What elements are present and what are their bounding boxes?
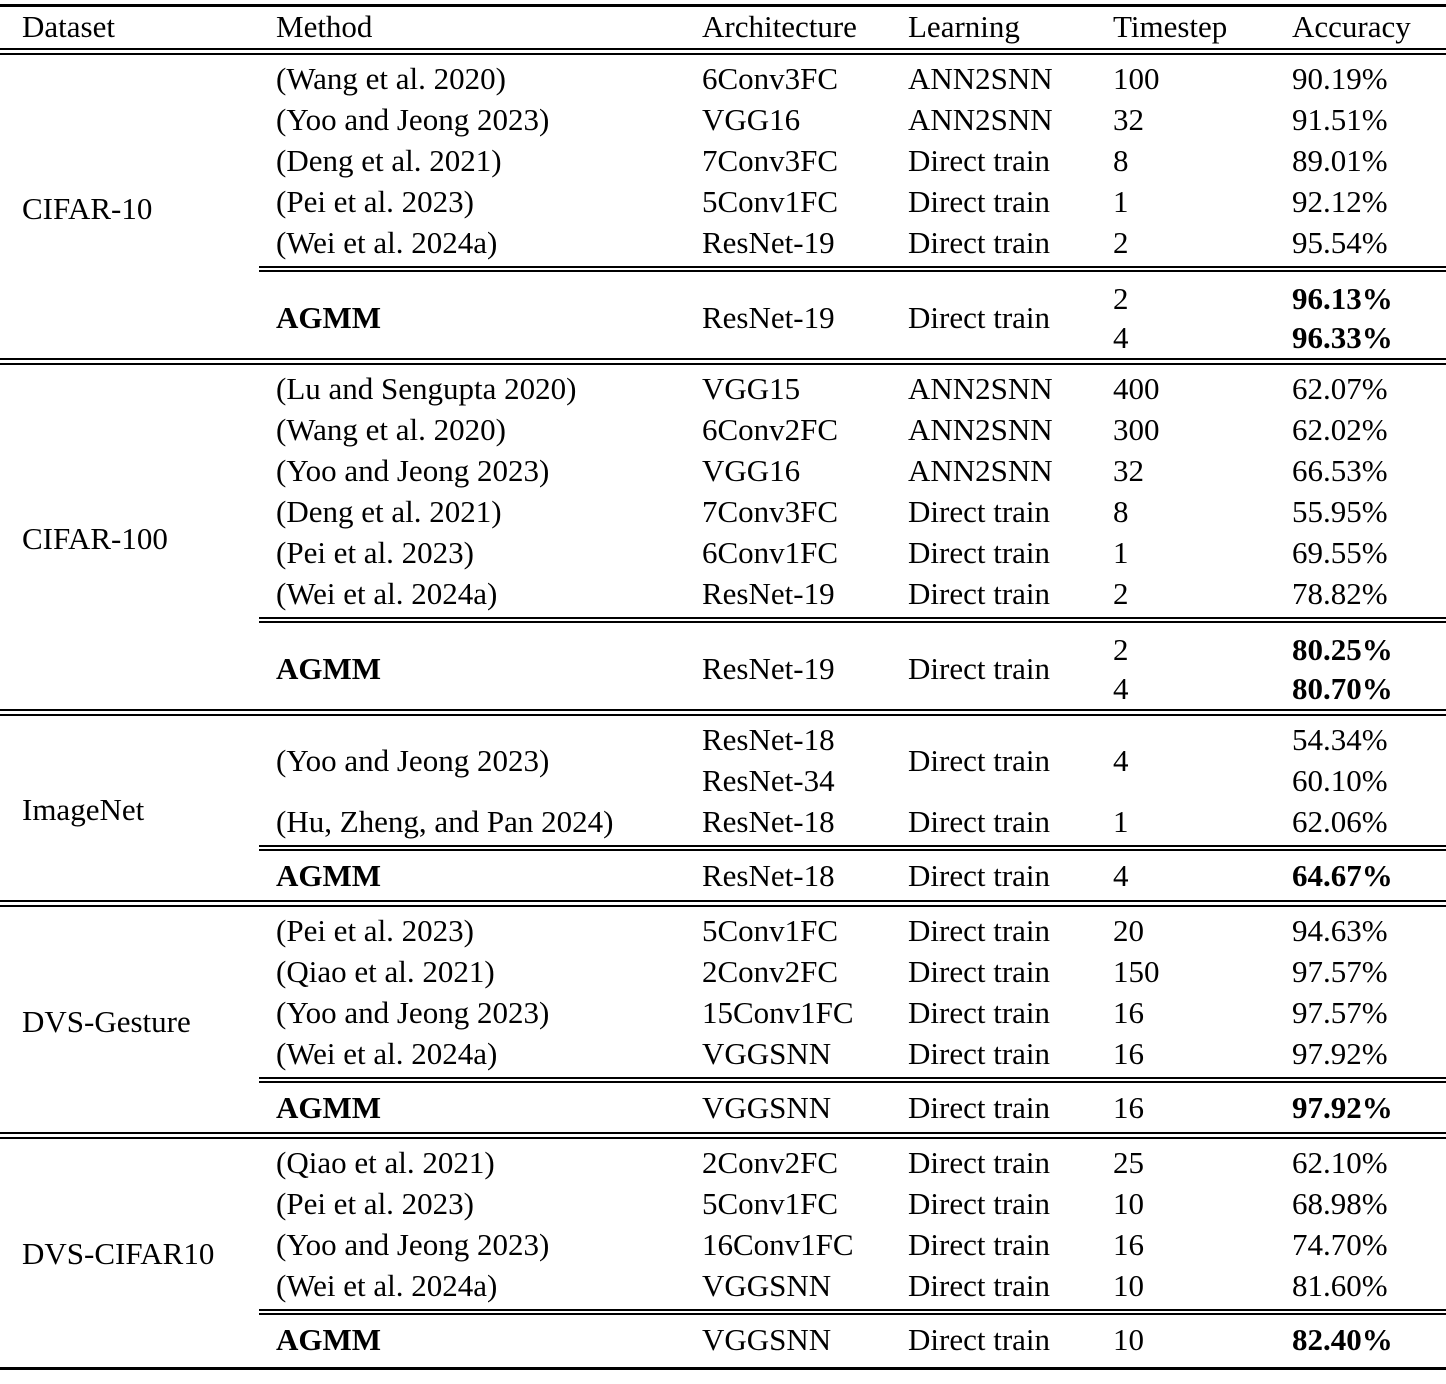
cell-timestep-ours: 4 bbox=[1113, 671, 1129, 706]
cell-learning: Direct train bbox=[908, 743, 1051, 778]
cell-architecture: VGG16 bbox=[702, 453, 801, 488]
header-rule-upper bbox=[0, 48, 1446, 50]
cell-learning: Direct train bbox=[908, 1268, 1051, 1303]
header-rule-lower bbox=[0, 53, 1446, 55]
cell-learning: ANN2SNN bbox=[908, 102, 1053, 137]
column-header-architecture: Architecture bbox=[702, 9, 857, 44]
cell-method: (Yoo and Jeong 2023) bbox=[276, 743, 550, 778]
section-ours-rule-lower bbox=[259, 270, 1446, 272]
column-header-method: Method bbox=[276, 9, 373, 44]
table-bottom-rule bbox=[0, 1367, 1446, 1370]
cell-timestep: 16 bbox=[1113, 1036, 1144, 1071]
cell-dataset: DVS-CIFAR10 bbox=[22, 1236, 215, 1271]
cell-architecture: ResNet-19 bbox=[702, 225, 835, 260]
cell-learning: Direct train bbox=[908, 184, 1051, 219]
cell-method: (Wang et al. 2020) bbox=[276, 61, 506, 96]
cell-method: (Lu and Sengupta 2020) bbox=[276, 371, 577, 406]
cell-architecture: ResNet-19 bbox=[702, 576, 835, 611]
section-ours-rule-upper bbox=[259, 1077, 1446, 1079]
cell-timestep: 32 bbox=[1113, 453, 1144, 488]
section-ours-rule-upper bbox=[259, 617, 1446, 619]
column-header-dataset: Dataset bbox=[22, 9, 115, 44]
cell-method: (Pei et al. 2023) bbox=[276, 913, 475, 948]
section-rule-lower bbox=[0, 1137, 1446, 1139]
cell-accuracy: 95.54% bbox=[1292, 225, 1388, 260]
cell-timestep-ours: 4 bbox=[1113, 858, 1129, 893]
section-ours-rule-lower bbox=[259, 849, 1446, 851]
cell-timestep-ours: 2 bbox=[1113, 632, 1129, 667]
cell-timestep: 2 bbox=[1113, 576, 1129, 611]
cell-learning: Direct train bbox=[908, 1145, 1051, 1180]
cell-accuracy: 55.95% bbox=[1292, 494, 1388, 529]
cell-method: (Deng et al. 2021) bbox=[276, 143, 502, 178]
cell-architecture: VGGSNN bbox=[702, 1268, 832, 1303]
cell-timestep-ours: 4 bbox=[1113, 320, 1129, 355]
cell-accuracy: 92.12% bbox=[1292, 184, 1388, 219]
cell-accuracy: 78.82% bbox=[1292, 576, 1388, 611]
cell-accuracy-ours: 97.92% bbox=[1292, 1090, 1393, 1125]
section-ours-rule-upper bbox=[259, 266, 1446, 268]
cell-accuracy: 97.57% bbox=[1292, 995, 1388, 1030]
cell-method: (Wei et al. 2024a) bbox=[276, 1268, 498, 1303]
section-ours-rule-lower bbox=[259, 1313, 1446, 1315]
cell-accuracy: 62.07% bbox=[1292, 371, 1388, 406]
cell-learning: Direct train bbox=[908, 954, 1051, 989]
column-header-learning: Learning bbox=[908, 9, 1020, 44]
cell-learning: Direct train bbox=[908, 576, 1051, 611]
cell-timestep: 10 bbox=[1113, 1186, 1144, 1221]
cell-learning-ours: Direct train bbox=[908, 651, 1051, 686]
cell-learning: ANN2SNN bbox=[908, 371, 1053, 406]
section-rule-lower bbox=[0, 905, 1446, 907]
cell-learning: Direct train bbox=[908, 225, 1051, 260]
cell-timestep: 1 bbox=[1113, 535, 1129, 570]
cell-learning: ANN2SNN bbox=[908, 61, 1053, 96]
cell-learning: Direct train bbox=[908, 913, 1051, 948]
cell-timestep: 400 bbox=[1113, 371, 1160, 406]
cell-method: (Wei et al. 2024a) bbox=[276, 225, 498, 260]
cell-architecture: 6Conv1FC bbox=[702, 535, 839, 570]
cell-architecture: 15Conv1FC bbox=[702, 995, 854, 1030]
cell-learning: Direct train bbox=[908, 143, 1051, 178]
cell-timestep: 1 bbox=[1113, 184, 1129, 219]
cell-method: (Yoo and Jeong 2023) bbox=[276, 1227, 550, 1262]
cell-method: (Hu, Zheng, and Pan 2024) bbox=[276, 804, 614, 839]
cell-method: (Wang et al. 2020) bbox=[276, 412, 506, 447]
cell-timestep: 1 bbox=[1113, 804, 1129, 839]
cell-dataset: CIFAR-10 bbox=[22, 191, 153, 226]
cell-method: (Yoo and Jeong 2023) bbox=[276, 102, 550, 137]
cell-architecture: 5Conv1FC bbox=[702, 184, 839, 219]
cell-timestep: 16 bbox=[1113, 1227, 1144, 1262]
cell-architecture: 7Conv3FC bbox=[702, 494, 839, 529]
cell-architecture: VGG16 bbox=[702, 102, 801, 137]
section-rule-lower bbox=[0, 714, 1446, 716]
cell-learning-ours: Direct train bbox=[908, 858, 1051, 893]
cell-accuracy: 91.51% bbox=[1292, 102, 1388, 137]
cell-architecture: 2Conv2FC bbox=[702, 954, 839, 989]
cell-accuracy: 69.55% bbox=[1292, 535, 1388, 570]
cell-learning-ours: Direct train bbox=[908, 1322, 1051, 1357]
section-ours-rule-upper bbox=[259, 1309, 1446, 1311]
cell-method: (Yoo and Jeong 2023) bbox=[276, 453, 550, 488]
cell-timestep: 8 bbox=[1113, 494, 1129, 529]
cell-learning: Direct train bbox=[908, 535, 1051, 570]
cell-method: (Pei et al. 2023) bbox=[276, 535, 475, 570]
table-top-rule bbox=[0, 4, 1446, 7]
cell-method: (Wei et al. 2024a) bbox=[276, 1036, 498, 1071]
cell-accuracy: 97.92% bbox=[1292, 1036, 1388, 1071]
cell-timestep: 2 bbox=[1113, 225, 1129, 260]
section-rule-upper bbox=[0, 358, 1446, 360]
cell-dataset: DVS-Gesture bbox=[22, 1004, 191, 1039]
cell-architecture: 2Conv2FC bbox=[702, 1145, 839, 1180]
cell-accuracy: 54.34% bbox=[1292, 722, 1388, 757]
cell-method: (Deng et al. 2021) bbox=[276, 494, 502, 529]
cell-timestep: 25 bbox=[1113, 1145, 1144, 1180]
cell-method: (Wei et al. 2024a) bbox=[276, 576, 498, 611]
cell-architecture-ours: ResNet-18 bbox=[702, 858, 835, 893]
section-rule-upper bbox=[0, 709, 1446, 711]
cell-architecture: 16Conv1FC bbox=[702, 1227, 854, 1262]
cell-accuracy: 62.10% bbox=[1292, 1145, 1388, 1180]
cell-dataset: ImageNet bbox=[22, 792, 145, 827]
cell-accuracy: 74.70% bbox=[1292, 1227, 1388, 1262]
cell-learning: Direct train bbox=[908, 995, 1051, 1030]
cell-architecture: 7Conv3FC bbox=[702, 143, 839, 178]
cell-architecture: ResNet-18 bbox=[702, 722, 835, 757]
section-ours-rule-lower bbox=[259, 1081, 1446, 1083]
cell-method: (Qiao et al. 2021) bbox=[276, 1145, 495, 1180]
section-rule-upper bbox=[0, 900, 1446, 902]
cell-timestep-ours: 16 bbox=[1113, 1090, 1144, 1125]
cell-learning: ANN2SNN bbox=[908, 412, 1053, 447]
cell-method: (Pei et al. 2023) bbox=[276, 184, 475, 219]
cell-timestep: 20 bbox=[1113, 913, 1144, 948]
cell-accuracy: 97.57% bbox=[1292, 954, 1388, 989]
cell-accuracy-ours: 82.40% bbox=[1292, 1322, 1393, 1357]
column-header-timestep: Timestep bbox=[1113, 9, 1228, 44]
cell-learning: Direct train bbox=[908, 1227, 1051, 1262]
cell-architecture: 6Conv3FC bbox=[702, 61, 839, 96]
cell-architecture-ours: VGGSNN bbox=[702, 1090, 832, 1125]
cell-learning: ANN2SNN bbox=[908, 453, 1053, 488]
cell-learning: Direct train bbox=[908, 1036, 1051, 1071]
cell-accuracy: 66.53% bbox=[1292, 453, 1388, 488]
cell-architecture: VGGSNN bbox=[702, 1036, 832, 1071]
cell-architecture: ResNet-18 bbox=[702, 804, 835, 839]
cell-architecture: VGG15 bbox=[702, 371, 801, 406]
cell-method-ours: AGMM bbox=[276, 651, 382, 686]
section-ours-rule-upper bbox=[259, 845, 1446, 847]
cell-accuracy-ours: 96.33% bbox=[1292, 320, 1393, 355]
cell-learning: Direct train bbox=[908, 804, 1051, 839]
cell-accuracy: 90.19% bbox=[1292, 61, 1388, 96]
cell-architecture: 5Conv1FC bbox=[702, 913, 839, 948]
cell-method-ours: AGMM bbox=[276, 1090, 382, 1125]
cell-architecture: 6Conv2FC bbox=[702, 412, 839, 447]
cell-timestep: 300 bbox=[1113, 412, 1160, 447]
cell-method-ours: AGMM bbox=[276, 300, 382, 335]
cell-architecture: ResNet-34 bbox=[702, 763, 835, 798]
cell-accuracy-ours: 80.70% bbox=[1292, 671, 1393, 706]
cell-accuracy: 60.10% bbox=[1292, 763, 1388, 798]
column-header-accuracy: Accuracy bbox=[1292, 9, 1411, 44]
cell-architecture-ours: VGGSNN bbox=[702, 1322, 832, 1357]
cell-timestep-ours: 10 bbox=[1113, 1322, 1144, 1357]
cell-accuracy: 62.02% bbox=[1292, 412, 1388, 447]
cell-timestep: 10 bbox=[1113, 1268, 1144, 1303]
cell-dataset: CIFAR-100 bbox=[22, 521, 168, 556]
cell-accuracy: 68.98% bbox=[1292, 1186, 1388, 1221]
cell-timestep: 4 bbox=[1113, 743, 1129, 778]
section-rule-upper bbox=[0, 1132, 1446, 1134]
cell-architecture: 5Conv1FC bbox=[702, 1186, 839, 1221]
cell-timestep: 16 bbox=[1113, 995, 1144, 1030]
cell-method: (Pei et al. 2023) bbox=[276, 1186, 475, 1221]
section-rule-lower bbox=[0, 363, 1446, 365]
cell-accuracy: 62.06% bbox=[1292, 804, 1388, 839]
cell-accuracy: 81.60% bbox=[1292, 1268, 1388, 1303]
cell-method: (Qiao et al. 2021) bbox=[276, 954, 495, 989]
cell-method-ours: AGMM bbox=[276, 1322, 382, 1357]
cell-timestep: 100 bbox=[1113, 61, 1160, 96]
cell-learning: Direct train bbox=[908, 494, 1051, 529]
cell-timestep: 150 bbox=[1113, 954, 1160, 989]
cell-architecture-ours: ResNet-19 bbox=[702, 651, 835, 686]
cell-architecture-ours: ResNet-19 bbox=[702, 300, 835, 335]
cell-timestep: 32 bbox=[1113, 102, 1144, 137]
cell-learning: Direct train bbox=[908, 1186, 1051, 1221]
cell-method-ours: AGMM bbox=[276, 858, 382, 893]
cell-learning-ours: Direct train bbox=[908, 1090, 1051, 1125]
cell-timestep: 8 bbox=[1113, 143, 1129, 178]
cell-accuracy-ours: 80.25% bbox=[1292, 632, 1393, 667]
section-ours-rule-lower bbox=[259, 621, 1446, 623]
cell-method: (Yoo and Jeong 2023) bbox=[276, 995, 550, 1030]
cell-accuracy-ours: 96.13% bbox=[1292, 281, 1393, 316]
cell-timestep-ours: 2 bbox=[1113, 281, 1129, 316]
cell-accuracy: 89.01% bbox=[1292, 143, 1388, 178]
cell-learning-ours: Direct train bbox=[908, 300, 1051, 335]
cell-accuracy: 94.63% bbox=[1292, 913, 1388, 948]
cell-accuracy-ours: 64.67% bbox=[1292, 858, 1393, 893]
